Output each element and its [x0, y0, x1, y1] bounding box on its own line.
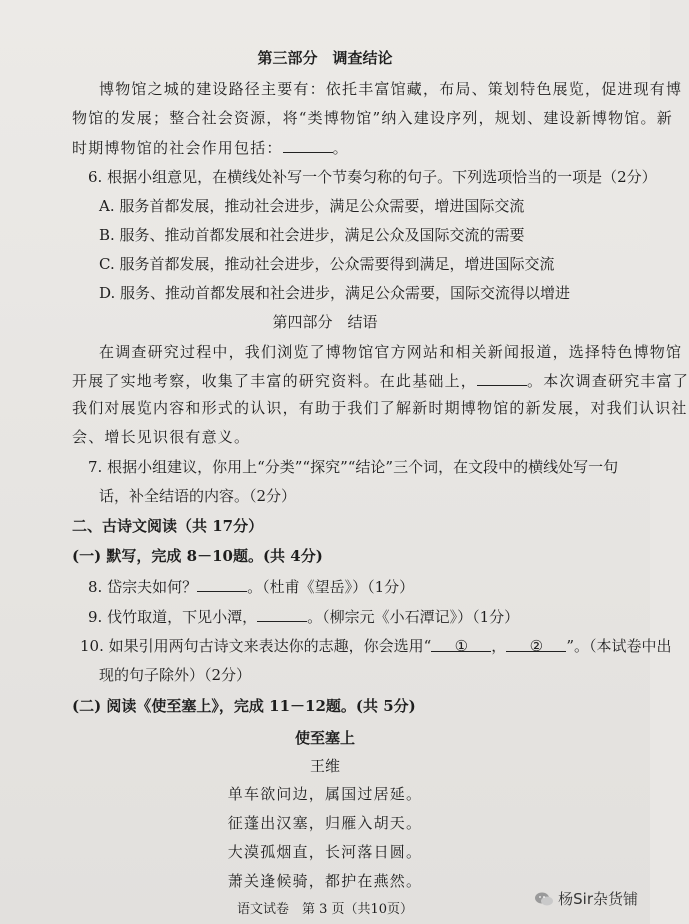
- watermark-text: 杨Sir杂货铺: [558, 890, 638, 908]
- part4-paragraph-line2: 开展了实地考察，收集了丰富的研究资料。在此基础上， 。本次调查研究丰富了: [72, 372, 689, 390]
- poem-title: 使至塞上: [294, 729, 355, 747]
- poem-line-4: 萧关逢候骑，都护在燕然。: [227, 872, 423, 890]
- poem-line-2: 征蓬出汉塞，归雁入胡天。: [227, 814, 423, 832]
- question-6-stem: 6. 根据小组意见，在横线处补写一个节奏匀称的句子。下列选项恰当的一项是（2分）: [88, 168, 657, 186]
- answer-blank: [477, 370, 527, 386]
- answer-blank-1: ①: [431, 636, 491, 652]
- poem-line-3: 大漠孤烟直，长河落日圆。: [227, 843, 423, 861]
- part4-paragraph-line3: 我们对展览内容和形式的认识，有助于我们了解新时期博物馆的新发展，对我们认识社: [72, 399, 688, 417]
- question-10-line2: 现的句子除外）（2分）: [99, 666, 252, 684]
- part3-paragraph-line3: 时期博物馆的社会作用包括： 。: [72, 139, 349, 157]
- answer-blank-2: ②: [506, 636, 566, 652]
- question-10-line1: 10. 如果引用两句古诗文来表达你的志趣，你会选用“ ① ， ② ”。（本试卷中出: [80, 637, 672, 655]
- question-6-option-a: A. 服务首都发展，推动社会进步，满足公众需要，增进国际交流: [99, 197, 525, 215]
- watermark: [534, 888, 638, 909]
- question-6-option-c: C. 服务首都发展，推动社会进步，公众需要得到满足，增进国际交流: [99, 255, 555, 273]
- question-7-line2: 话，补全结语的内容。（2分）: [99, 487, 297, 505]
- section-2-title: 二、古诗文阅读（共 17分）: [72, 517, 264, 535]
- question-6-option-b: B. 服务、推动首都发展和社会进步，满足公众及国际交流的需要: [99, 226, 525, 244]
- section-2-sub2: (二) 阅读《使至塞上》，完成 11－12题。(共 5分): [72, 697, 416, 715]
- answer-blank: [257, 606, 307, 622]
- question-8: 8. 岱宗夫如何？ 。（杜甫《望岳》）（1分）: [88, 578, 415, 596]
- wechat-icon: [534, 891, 554, 907]
- question-6-option-d: D. 服务、推动首都发展和社会进步，满足公众需要，国际交流得以增进: [99, 284, 571, 302]
- section-2-sub1: (一) 默写，完成 8－10题。(共 4分): [72, 547, 323, 565]
- part4-paragraph-line1: 在调查研究过程中，我们浏览了博物馆官方网站和相关新闻报道，选择特色博物馆: [99, 343, 683, 361]
- page-footer: 语文试卷 第 3 页（共10页）: [236, 902, 414, 917]
- part4-paragraph-line4: 会、增长见识很有意义。: [72, 428, 251, 446]
- part3-paragraph-line1: 博物馆之城的建设路径主要有：依托丰富馆藏，布局、策划特色展览，促进现有博: [99, 80, 683, 98]
- part3-paragraph-line2: 物馆的发展；整合社会资源，将“类博物馆”纳入建设序列，规划、建设新博物馆。新: [72, 109, 673, 127]
- answer-blank: [283, 137, 333, 153]
- part4-heading: 第四部分 结语: [272, 313, 378, 331]
- poem-line-1: 单车欲问边，属国过居延。: [227, 785, 423, 803]
- poem-author: 王维: [309, 757, 340, 775]
- question-9: 9. 伐竹取道，下见小潭， 。（柳宗元《小石潭记》）（1分）: [88, 608, 520, 626]
- question-7-line1: 7. 根据小组建议，你用上“分类”“探究”“结论”三个词，在文段中的横线处写一句: [88, 458, 619, 476]
- answer-blank: [197, 576, 247, 592]
- part3-heading: 第三部分 调查结论: [257, 49, 393, 67]
